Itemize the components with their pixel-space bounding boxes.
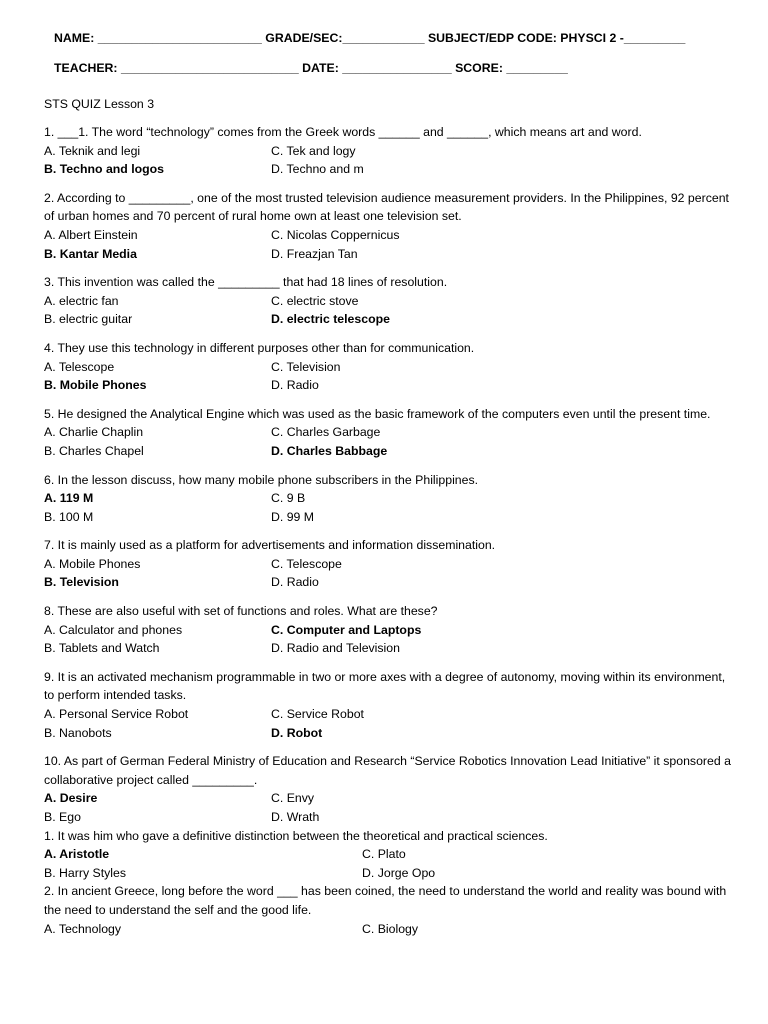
answer-option: B. Ego (44, 810, 81, 824)
answer-options (44, 621, 734, 658)
answer-option: A. Teknik and legi (44, 143, 141, 158)
answer-option: D. Techno and m (271, 162, 364, 177)
question-stem: 9. It is an activated mechanism programmable in two or more axes with a degree of autonomy, moving within its environment, to perform intended tasks. (44, 669, 726, 703)
answer-option: D. Jorge Opo (362, 865, 436, 880)
answer-option: A. Technology (44, 921, 122, 936)
answer-options (44, 555, 734, 592)
answer-option: B. Harry Styles (44, 865, 126, 880)
answer-options (44, 705, 734, 742)
answer-option: D. Radio (271, 575, 319, 590)
question-2 (44, 189, 734, 263)
question-1 (44, 123, 734, 179)
answer-option: A. 119 M (44, 491, 94, 506)
question-stem: 10. As part of German Federal Ministry of Education and Research “Service Robotics Innovation Lead Initiative” it sponsored a collaborative project called _________. (44, 754, 731, 787)
answer-option: D. Wrath (271, 810, 320, 824)
answer-options (44, 292, 734, 329)
answer-option: C. Service Robot (271, 707, 364, 722)
answer-option: D. Freazjan Tan (271, 246, 358, 261)
question-11 (44, 827, 734, 883)
answer-option: C. 9 B (271, 491, 306, 506)
question-10 (44, 752, 734, 826)
question-stem: 1. ___1. The word “technology” comes from the Greek words ______ and ______, which means art and word. (44, 125, 642, 139)
answer-option: D. electric telescope (271, 312, 390, 327)
answer-option: A. Mobile Phones (44, 556, 141, 571)
question-list (44, 123, 734, 938)
answer-option: C. Television (271, 359, 341, 374)
answer-option: B. 100 M (44, 509, 94, 524)
question-8 (44, 602, 734, 658)
answer-option: C. Tek and logy (271, 143, 356, 158)
answer-option: D. Charles Babbage (271, 443, 388, 458)
answer-option: B. Techno and logos (44, 162, 165, 177)
answer-option: D. 99 M (271, 509, 315, 524)
quiz-title: STS QUIZ Lesson 3 (44, 97, 155, 111)
question-3 (44, 273, 734, 329)
answer-option: A. Calculator and phones (44, 622, 183, 637)
answer-option: D. Radio and Television (271, 641, 400, 656)
answer-option: A. Desire (44, 791, 98, 806)
question-stem: 4. They use this technology in different purposes other than for communication. (44, 340, 475, 355)
answer-options (44, 423, 734, 460)
answer-option: B. electric guitar (44, 312, 133, 327)
question-stem: 7. It is mainly used as a platform for advertisements and information dissemination. (44, 538, 496, 553)
answer-option: C. electric stove (271, 293, 359, 308)
answer-option: B. Nanobots (44, 725, 112, 740)
question-9 (44, 668, 734, 742)
answer-options (44, 920, 734, 939)
answer-options (44, 358, 734, 395)
answer-option: C. Biology (362, 921, 419, 936)
answer-options (44, 845, 734, 882)
header-line-teacher-date-score: TEACHER: __________________________ DATE: ________________ SCORE: _________ (54, 61, 568, 75)
question-stem: 8. These are also useful with set of functions and roles. What are these? (44, 604, 438, 619)
question-stem: 3. This invention was called the _________ that had 18 lines of resolution. (44, 275, 448, 290)
answer-options (44, 489, 734, 526)
answer-option: A. Charlie Chaplin (44, 425, 144, 440)
answer-options (44, 789, 734, 826)
answer-option: D. Radio (271, 378, 319, 393)
answer-option: A. Aristotle (44, 847, 110, 862)
answer-option: C. Nicolas Coppernicus (271, 227, 400, 242)
answer-option: D. Robot (271, 725, 323, 740)
answer-option: A. Telescope (44, 359, 115, 374)
question-stem: 2. According to _________, one of the most trusted television audience measurement providers. In the Philippines, 92 percent of urban homes and 70 percent of rural home own at least one television set. (44, 190, 729, 224)
answer-options (44, 142, 734, 179)
answer-option: B. Kantar Media (44, 246, 137, 261)
answer-option: B. Mobile Phones (44, 378, 147, 393)
question-5 (44, 405, 734, 461)
question-12 (44, 882, 734, 938)
header-line-name-grade-subject: NAME: ________________________ GRADE/SEC:____________ SUBJECT/EDP CODE: PHYSCI 2 -_________ (54, 31, 686, 45)
answer-option: C. Plato (362, 847, 406, 862)
answer-option: B. Television (44, 575, 119, 590)
answer-option: A. electric fan (44, 293, 119, 308)
answer-option: C. Charles Garbage (271, 425, 381, 440)
answer-option: C. Telescope (271, 556, 342, 571)
question-6 (44, 471, 734, 527)
question-4 (44, 339, 734, 395)
answer-option: A. Personal Service Robot (44, 707, 189, 722)
question-7 (44, 536, 734, 592)
question-stem: 2. In ancient Greece, long before the word ___ has been coined, the need to understand the world and reality was bound with the need to understand the self and the good life. (44, 884, 727, 917)
question-stem: 1. It was him who gave a definitive distinction between the theoretical and practical sciences. (44, 828, 548, 843)
answer-option: B. Charles Chapel (44, 443, 144, 458)
answer-options (44, 226, 734, 263)
answer-option: B. Tablets and Watch (44, 641, 160, 656)
question-stem: 5. He designed the Analytical Engine which was used as the basic framework of the computers even until the present time. (44, 406, 711, 421)
answer-option: C. Envy (271, 791, 315, 806)
question-stem: 6. In the lesson discuss, how many mobile phone subscribers in the Philippines. (44, 472, 479, 487)
answer-option: C. Computer and Laptops (271, 622, 422, 637)
answer-option: A. Albert Einstein (44, 227, 138, 242)
